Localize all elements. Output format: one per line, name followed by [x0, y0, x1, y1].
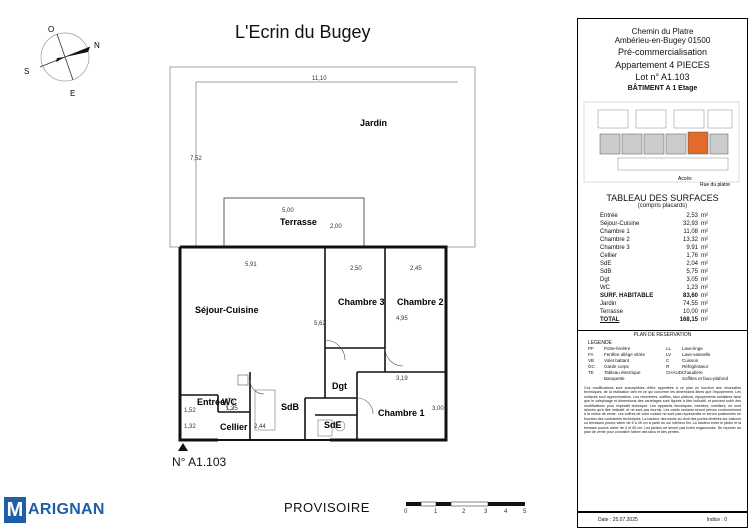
surface-row	[600, 220, 709, 228]
legend-code	[666, 376, 682, 382]
surface-value: 13,32	[682, 237, 698, 243]
dim-e2: 1,32	[184, 424, 196, 430]
dim-c2-w: 2,45	[410, 266, 422, 272]
surface-table	[600, 212, 709, 324]
room-sde: SdE	[324, 420, 342, 430]
legend-code: TE	[588, 370, 594, 375]
surface-value: 9,91	[686, 245, 698, 251]
dim-terrasse-w: 5,00	[282, 208, 294, 214]
address-line-1: Chemin du Platre	[631, 27, 694, 36]
surface-row	[600, 236, 709, 244]
surface-label: Dgt	[600, 277, 610, 283]
surface-unit: m²	[701, 277, 708, 283]
table-title: TABLEAU DES SURFACES	[606, 193, 719, 203]
legend-text: Volet battant	[604, 358, 630, 363]
surface-value: 11,08	[683, 229, 698, 235]
logo-initial: M	[4, 497, 26, 523]
surface-value: 2,04	[686, 261, 698, 267]
surface-value: 1,23	[686, 285, 698, 291]
room-sejour: Séjour-Cuisine	[195, 305, 259, 315]
surface-label: SURF. HABITABLE	[600, 293, 654, 299]
legend-code: VB	[588, 358, 595, 363]
surface-row	[600, 260, 709, 268]
project-title: L'Ecrin du Bugey	[235, 22, 371, 42]
surface-value: 1,76	[686, 253, 698, 259]
info-panel	[577, 18, 748, 512]
index-label: Indice : 0	[706, 517, 727, 523]
compass-s: S	[24, 67, 30, 76]
legend-code: FA	[588, 352, 594, 357]
surface-row	[600, 252, 709, 260]
surface-value: 83,60	[682, 293, 698, 299]
scale-bar	[404, 502, 527, 515]
legend-code: LL	[666, 346, 672, 351]
garden-outline	[170, 67, 475, 247]
surface-unit: m²	[701, 229, 708, 235]
surface-label: Chambre 3	[600, 245, 630, 251]
legend-text: Cuisson	[682, 358, 699, 363]
legend-text: Réfrigérateur	[682, 364, 709, 369]
surface-row	[600, 284, 709, 292]
surface-row	[600, 292, 709, 300]
dim-c1-w: 3,00	[432, 406, 444, 412]
legend-code: GC	[588, 364, 595, 369]
site-street-label: Rue du platre	[700, 182, 731, 188]
surface-row	[600, 300, 709, 308]
surface-unit: m²	[701, 301, 708, 307]
surface-row	[600, 316, 709, 324]
surface-value: 32,93	[682, 221, 698, 227]
surface-label: Entrée	[600, 213, 618, 219]
surface-label: SdE	[600, 261, 612, 267]
surface-unit: m²	[701, 309, 708, 315]
surface-label: WC	[600, 285, 610, 291]
dim-v1: 5,62	[314, 321, 326, 327]
surface-row	[600, 276, 709, 284]
address-line-2: Ambérieu-en-Bugey 01500	[614, 36, 711, 45]
surface-row	[600, 244, 709, 252]
surface-row	[600, 268, 709, 276]
legend-text: Porte-fenêtre	[604, 346, 631, 351]
surface-label: Jardin	[600, 301, 617, 307]
surface-label: Chambre 1	[600, 229, 630, 235]
legend-title: LEGENDE	[588, 340, 612, 346]
surface-unit: m²	[701, 269, 708, 275]
company-logo	[4, 497, 105, 523]
surface-value: 3,05	[686, 277, 698, 283]
site-access-label: Accès	[678, 176, 692, 182]
surface-unit: m²	[701, 261, 708, 267]
scale-4: 4	[504, 509, 508, 515]
compass-e: E	[70, 89, 76, 98]
dim-v2: 4,95	[396, 316, 408, 322]
legend-code: PF	[588, 346, 594, 351]
surface-label: Chambre 2	[600, 237, 630, 243]
disclaimer-note: Ces modifications sont susceptibles d'être apportées à ce plan en fonction des nécessités techniques, de la réalisation tant en ce qui concerne les dimensions libres que l'équipement. Les surfaces sont approximatives. Les retombées, soffites, faux plafond, équipements sanitaires ainsi que le calepinage et dimensions des carrelages sont figurés à titre indicatif, et peuvent subir des modifications pour impératif technique. Les appareils électriques, meubles, mobiliers, ne sont donnés qu'à titre indicatif, et ne sont pas fournis. Les volets roulants seront prévus conformément à la notice de vente. Les coffres de volet roulant ne sont pas représentés et seront positionnés en fonction des contraintes techniques. La hauteur des seuils au droit des portes-fenêtres sur balcons ou terrasses pourra varier de 5 à 35 cm à partir du sol intérieur fini. La hauteur entre le jardin et la terrasse pourra varier de 0 et 60 cm. Les jardins ne seront pas livrés engazonnés. Se reporter au plan de vente pour connaître l'arbre des talus et des pentes.	[584, 386, 741, 435]
scale-5: 5	[523, 509, 527, 515]
dim-v3: 3,19	[396, 376, 408, 382]
legend-code	[588, 376, 604, 382]
surface-value: 2,53	[686, 213, 698, 219]
site-plan	[578, 96, 745, 191]
room-terrasse: Terrasse	[280, 217, 317, 227]
legend	[588, 346, 747, 382]
surface-unit: m²	[701, 245, 708, 251]
room-jardin: Jardin	[360, 118, 388, 128]
surface-unit: m²	[701, 221, 708, 227]
dim-e1: 1,52	[184, 408, 196, 414]
room-wc: WC	[222, 397, 237, 407]
legend-text: Chaudière	[682, 370, 703, 375]
dim-e3: 1,35	[226, 406, 238, 412]
surface-row	[600, 212, 709, 220]
selected-lot	[688, 132, 708, 154]
dim-jardin-w: 11,10	[312, 76, 327, 82]
legend-code: LV	[666, 352, 672, 357]
surface-value: 74,55	[682, 301, 698, 307]
dim-terrasse-h: 2,00	[330, 224, 342, 230]
lot-number: Lot n° A1.103	[635, 72, 690, 82]
legend-text: Banquette	[604, 376, 625, 381]
legend-text: Garde corps	[604, 364, 629, 369]
surface-value: 10,00	[682, 309, 698, 315]
entrance-marker	[178, 443, 188, 451]
table-subtitle: (compris placards)	[637, 203, 688, 209]
dim-sejour-w: 5,91	[245, 262, 257, 268]
compass-n: N	[94, 41, 100, 50]
compass-o: O	[48, 25, 55, 34]
surface-row	[600, 228, 709, 236]
apartment-type: Appartement 4 PIECES	[615, 60, 710, 70]
reservation-title: PLAN DE RESERVATION	[578, 330, 747, 338]
date-label: Date : 25.07.2025	[598, 517, 638, 523]
status-label: PROVISOIRE	[284, 500, 370, 515]
surface-label: Terrasse	[600, 309, 624, 315]
dim-sdb-w: 2,44	[254, 424, 266, 430]
surface-value: 168,15	[679, 317, 698, 323]
scale-3: 3	[484, 509, 488, 515]
surface-value: 5,75	[686, 269, 698, 275]
legend-text: Fenêtre allège vitrée	[604, 352, 646, 357]
legend-text: Tableau électrique	[604, 370, 641, 375]
surface-unit: m²	[701, 285, 708, 291]
dim-c3-w: 2,50	[350, 266, 362, 272]
program-label: Pré-commercialisation	[617, 47, 708, 57]
lot-marker: N° A1.103	[172, 455, 227, 469]
legend-text: Lave-vaisselle	[682, 352, 711, 357]
surface-unit: m²	[701, 317, 708, 323]
dim-jardin-h: 7,52	[190, 156, 202, 162]
panel-footer	[577, 512, 748, 528]
legend-code: R	[666, 364, 670, 369]
scale-0: 0	[404, 509, 408, 515]
room-chambre2: Chambre 2	[397, 297, 444, 307]
room-sdb: SdB	[281, 402, 299, 412]
room-entree: Entrée	[197, 397, 226, 407]
surface-row	[600, 308, 709, 316]
legend-text: Lave-linge	[682, 346, 703, 351]
scale-2: 2	[462, 509, 466, 515]
room-cellier: Cellier	[220, 422, 248, 432]
scale-1: 1	[434, 509, 438, 515]
surface-label: Cellier	[600, 253, 618, 259]
legend-code: CHAUD	[666, 370, 683, 375]
surface-unit: m²	[701, 213, 708, 219]
surface-unit: m²	[701, 237, 708, 243]
room-chambre3: Chambre 3	[338, 297, 385, 307]
legend-text: Soffites et faux-plafond	[682, 376, 728, 381]
surface-label: TOTAL	[600, 317, 620, 323]
legend-code: C	[666, 358, 670, 363]
building-label: BÂTIMENT A 1 Etage	[627, 85, 698, 92]
legend-item	[666, 376, 728, 382]
room-chambre1: Chambre 1	[378, 408, 425, 418]
surface-label: SdB	[600, 269, 612, 275]
surface-unit: m²	[701, 253, 708, 259]
logo-text: ARIGNAN	[28, 501, 105, 518]
legend-item	[588, 376, 666, 382]
surface-label: Séjour-Cuisine	[600, 221, 640, 227]
surface-unit: m²	[701, 293, 708, 299]
room-dgt: Dgt	[332, 381, 347, 391]
